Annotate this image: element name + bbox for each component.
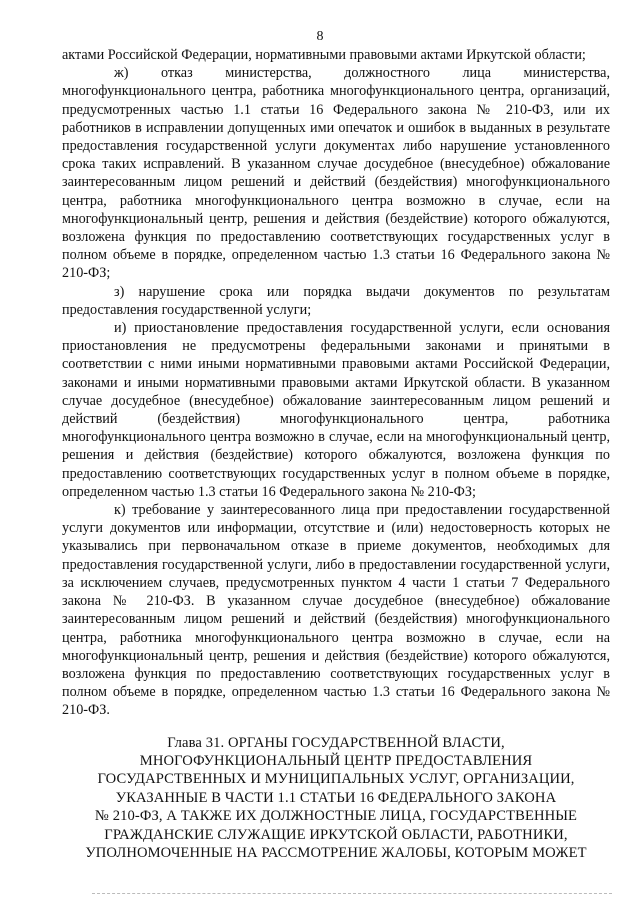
paragraph-item-zh: ж) отказ министерства, должностного лица министерства, многофункционального центра, работника многофункционального центра, организаций, предусмотренных частью 1.1 статьи 16 Федерального закона № 210-ФЗ, или их работников в исправлении допущенных ими опечаток и ошибок в выданных в результате предоставления государственной услуги документах либо нарушение установленного срока таких исправлений. В указанном случае досудебное (внесудебное) обжалование заинтересованным лицом решений и действий (бездействия) многофункционального центра, работника многофункционального центра возможно в случае, если на многофункциональный центр, решения и действия (бездействие) которого обжалуются, возложена функция по предоставлению соответствующих государственных услуг в полном объеме в порядке, определенном частью 1.3 статьи 16 Федерального закона № 210-ФЗ;: [62, 65, 610, 282]
chapter-heading-line: МНОГОФУНКЦИОНАЛЬНЫЙ ЦЕНТР ПРЕДОСТАВЛЕНИЯ: [139, 752, 533, 769]
paragraph-item-k: к) требование у заинтересованного лица при предоставлении государственной услуги документов или информации, отсутствие и (или) недостоверность которых не указывались при первоначальном отказе в приеме документов, необходимых для предоставления государственной услуги, либо в предоставлении государственной услуги, за исключением случаев, предусмотренных пунктом 4 части 1 статьи 7 Федерального закона № 210-ФЗ. В указанном случае досудебное (внесудебное) обжалование заинтересованным лицом решений и действий (бездействия) многофункционального центра, работника многофункционального центра возможно в случае, если на многофункциональный центр, решения и действия (бездействие) которого обжалуются, возложена функция по предоставлению соответствующих государственных услуг в полном объеме в порядке, определенном частью 1.3 статьи 16 Федерального закона № 210-ФЗ.: [62, 502, 610, 719]
paragraph-item-i: и) приостановление предоставления государственной услуги, если основания приостановления не предусмотрены федеральными законами и принятыми в соответствии с ними иными нормативными правовыми актами Российской Федерации, законами и иными нормативными правовыми актами Иркутской области. В указанном случае досудебное (внесудебное) обжалование заинтересованным лицом решений и действий (бездействия) многофункционального центра, работника многофункционального центра возможно в случае, если на многофункциональный центр, решения и действия (бездействие) которого обжалуются, возложена функция по предоставлению соответствующих государственных услуг в полном объеме в порядке, определенном частью 1.3 статьи 16 Федерального закона № 210-ФЗ;: [62, 320, 610, 500]
page-bottom-divider: [92, 893, 612, 894]
document-body: [62, 46, 610, 862]
chapter-heading-line: Глава 31. ОРГАНЫ ГОСУДАРСТВЕННОЙ ВЛАСТИ,: [167, 734, 505, 751]
chapter-heading-line: ГОСУДАРСТВЕННЫХ И МУНИЦИПАЛЬНЫХ УСЛУГ, ОРГАНИЗАЦИИ,: [97, 771, 575, 788]
chapter-heading: [62, 734, 610, 863]
chapter-heading-line: УКАЗАННЫЕ В ЧАСТИ 1.1 СТАТЬИ 16 ФЕДЕРАЛЬНОГО ЗАКОНА: [115, 789, 557, 806]
chapter-heading-line: № 210-ФЗ, А ТАКЖЕ ИХ ДОЛЖНОСТНЫЕ ЛИЦА, ГОСУДАРСТВЕННЫЕ: [94, 808, 578, 825]
paragraph-continuation: актами Российской Федерации, нормативными правовыми актами Иркутской области;: [62, 47, 586, 63]
chapter-heading-line: ГРАЖДАНСКИЕ СЛУЖАЩИЕ ИРКУТСКОЙ ОБЛАСТИ, РАБОТНИКИ,: [104, 826, 568, 843]
paragraph-item-z: з) нарушение срока или порядка выдачи документов по результатам предоставления государственной услуги;: [62, 283, 610, 318]
page-number: 8: [316, 29, 324, 44]
chapter-heading-line: УПОЛНОМОЧЕННЫЕ НА РАССМОТРЕНИЕ ЖАЛОБЫ, КОТОРЫМ МОЖЕТ: [85, 844, 587, 861]
